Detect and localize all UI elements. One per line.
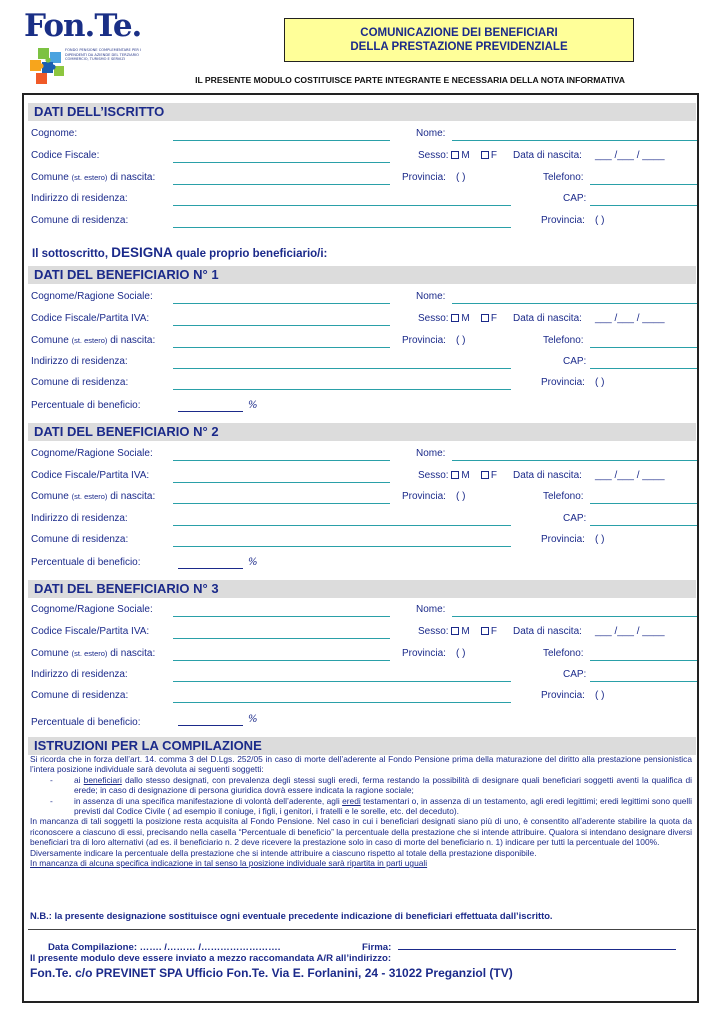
ben3-cf-label: Codice Fiscale/Partita IVA:	[31, 626, 150, 637]
ben3-sesso-f-checkbox[interactable]	[481, 627, 489, 635]
ben3-indirizzo-field[interactable]	[173, 681, 511, 682]
sesso-f-label: F	[490, 470, 497, 481]
ben1-percentuale-field[interactable]	[178, 411, 243, 412]
ben1-sesso-m-checkbox[interactable]	[451, 314, 459, 322]
iscritto-nome-field[interactable]	[452, 140, 697, 141]
ben1-provincia-res-field[interactable]: ( )	[595, 377, 605, 388]
form-subtitle: IL PRESENTE MODULO COSTITUISCE PARTE INTEGRANTE E NECESSARIA DELLA NOTA INFORMATIVA	[195, 75, 625, 85]
ben2-cap-label: CAP:	[563, 513, 587, 524]
ben1-cap-label: CAP:	[563, 356, 587, 367]
ben2-indirizzo-label: Indirizzo di residenza:	[31, 513, 128, 524]
ben2-comune-res-label: Comune di residenza:	[31, 534, 129, 545]
ben2-cognome-field[interactable]	[173, 460, 390, 461]
ben1-nome-field[interactable]	[452, 303, 697, 304]
istruzioni-text	[30, 754, 692, 868]
logo-subtext: FONDO PENSIONE COMPLEMENTARE PER I DIPENDENTI DA AZIENDE DEL TERZIARIO COMMERCIO, TURISMO E SERVIZI	[65, 48, 142, 62]
designa-pre: Il sottoscritto,	[32, 248, 109, 260]
ben1-provincia-field[interactable]: ( )	[456, 335, 466, 346]
iscritto-cf-field[interactable]	[173, 162, 390, 163]
ben2-provincia-label: Provincia:	[402, 491, 446, 502]
section-beneficiario-3-heading: DATI DEL BENEFICIARIO N° 3	[28, 580, 696, 598]
istruzioni-bullet-2: - in assenza di una specifica manifestazione di volontà dell’aderente, agli eredi testamentari o, in assenza di un testamento, agli eredi legittimi; eredi legittimi sono quelli previsti dal Codice Civile ( ad esempio il coniuge, i figli, i genitori, i fratelli e le sorelle, etc. del deceduto).	[50, 795, 692, 817]
ben2-cf-field[interactable]	[173, 482, 390, 483]
ben3-comune-nascita-field[interactable]	[173, 660, 390, 661]
ben3-provincia-label: Provincia:	[402, 648, 446, 659]
ben2-telefono-field[interactable]	[590, 503, 697, 504]
ben3-provincia-res-field[interactable]: ( )	[595, 690, 605, 701]
ben3-percentuale-field[interactable]	[178, 725, 243, 726]
sesso-label: Sesso:	[418, 626, 449, 637]
comune-pre: Comune	[31, 491, 69, 502]
ben3-cf-field[interactable]	[173, 638, 390, 639]
ben1-indirizzo-label: Indirizzo di residenza:	[31, 356, 128, 367]
invio-address: Fon.Te. c/o PREVINET SPA Ufficio Fon.Te. Via E. Forlanini, 24 - 31022 Preganziol (TV)	[30, 966, 513, 980]
ben1-data-nascita-label: Data di nascita:	[513, 313, 582, 324]
ben2-cap-field[interactable]	[590, 525, 697, 526]
iscritto-indirizzo-label: Indirizzo di residenza:	[31, 193, 128, 204]
firma-label: Firma:	[362, 942, 392, 953]
ben3-comune-nascita-label	[31, 648, 155, 659]
section-istruzioni-heading: ISTRUZIONI PER LA COMPILAZIONE	[28, 737, 696, 755]
designa-big: DESIGNA	[111, 245, 173, 260]
invio-instructions: Il presente modulo deve essere inviato a mezzo raccomandata A/R all’indirizzo:	[30, 953, 392, 964]
ben3-comune-res-label: Comune di residenza:	[31, 690, 129, 701]
ben3-sesso	[418, 626, 497, 637]
logo-text: Fon.Te.	[24, 8, 142, 44]
iscritto-provincia-res-label: Provincia:	[541, 215, 585, 226]
ben1-cf-label: Codice Fiscale/Partita IVA:	[31, 313, 150, 324]
sesso-f-label: F	[490, 150, 497, 161]
ben3-cognome-field[interactable]	[173, 616, 390, 617]
iscritto-comune-nascita-field[interactable]	[173, 184, 390, 185]
ben1-percent-sign: %	[248, 400, 258, 411]
ben3-provincia-field[interactable]: ( )	[456, 648, 466, 659]
istruzioni-p4: In mancanza di alcuna specifica indicazione in tal senso la posizione individuale sarà ripartita in parti uguali	[30, 858, 428, 869]
section-iscritto-heading: DATI DELL’ISCRITTO	[28, 103, 696, 121]
comune-post: di nascita:	[110, 491, 156, 502]
fonte-logo	[24, 8, 142, 82]
ben2-nome-label: Nome:	[416, 448, 446, 459]
b1-underline: beneficiari	[83, 774, 122, 785]
ben1-sesso-f-checkbox[interactable]	[481, 314, 489, 322]
ben2-provincia-res-label: Provincia:	[541, 534, 585, 545]
title-line-2: DELLA PRESTAZIONE PREVIDENZIALE	[350, 41, 568, 53]
iscritto-comune-nascita-label	[31, 172, 155, 183]
ben3-nome-label: Nome:	[416, 604, 446, 615]
ben2-nome-field[interactable]	[452, 460, 697, 461]
b2-underline: eredi	[342, 795, 361, 806]
ben3-comune-res-field[interactable]	[173, 702, 511, 703]
ben2-cognome-label: Cognome/Ragione Sociale:	[31, 448, 153, 459]
ben2-comune-nascita-label	[31, 491, 155, 502]
ben3-telefono-field[interactable]	[590, 660, 697, 661]
comune-post: di nascita:	[110, 172, 156, 183]
ben1-telefono-field[interactable]	[590, 347, 697, 348]
iscritto-provincia-field[interactable]: ( )	[456, 172, 466, 183]
puzzle-logo-icon	[28, 46, 68, 86]
ben1-telefono-label: Telefono:	[543, 335, 584, 346]
sesso-label: Sesso:	[418, 150, 449, 161]
ben1-cognome-label: Cognome/Ragione Sociale:	[31, 291, 153, 302]
comune-small: (st. estero)	[71, 173, 108, 182]
ben1-cognome-field[interactable]	[173, 303, 390, 304]
ben2-provincia-field[interactable]: ( )	[456, 491, 466, 502]
ben3-percent-sign: %	[248, 714, 258, 725]
iscritto-data-nascita-label: Data di nascita:	[513, 150, 582, 161]
iscritto-nome-label: Nome:	[416, 128, 446, 139]
ben1-comune-nascita-field[interactable]	[173, 347, 390, 348]
ben1-nome-label: Nome:	[416, 291, 446, 302]
comune-pre: Comune	[31, 172, 69, 183]
ben2-sesso	[418, 470, 497, 481]
iscritto-cognome-field[interactable]	[173, 140, 390, 141]
ben2-data-nascita-field[interactable]: ___ /___ / ____	[595, 470, 665, 481]
comune-post: di nascita:	[110, 648, 156, 659]
ben2-comune-nascita-field[interactable]	[173, 503, 390, 504]
section-beneficiario-1-heading: DATI DEL BENEFICIARIO N° 1	[28, 266, 696, 284]
comune-pre: Comune	[31, 648, 69, 659]
sesso-m-checkbox[interactable]	[451, 151, 459, 159]
ben3-indirizzo-label: Indirizzo di residenza:	[31, 669, 128, 680]
section-beneficiario-2-heading: DATI DEL BENEFICIARIO N° 2	[28, 423, 696, 441]
b2-pre: in assenza di una specifica manifestazione di volontà dell’aderente, agli	[74, 795, 340, 806]
iscritto-comune-res-field[interactable]	[173, 227, 511, 228]
ben1-provincia-res-label: Provincia:	[541, 377, 585, 388]
ben2-data-nascita-label: Data di nascita:	[513, 470, 582, 481]
designa-post: quale proprio beneficiario/i:	[175, 248, 328, 260]
ben3-provincia-res-label: Provincia:	[541, 690, 585, 701]
comune-pre: Comune	[31, 335, 69, 346]
title-line-1: COMUNICAZIONE DEI BENEFICIARI	[360, 27, 558, 39]
nota-bene: N.B.: la presente designazione sostituisce ogni eventuale precedente indicazione di beneficiari effettuata dall’iscritto.	[30, 910, 553, 921]
b2-post: testamentari o, in assenza di un testamento, agli eredi legittimi; eredi legittimi sono quelli previsti dal Codice Civile ( ad esempio il coniuge, i figli, i genitori, i fratelli e le sorelle, etc. del deceduto).	[74, 795, 692, 817]
iscritto-data-nascita-field[interactable]: ___ /___ / ____	[595, 150, 665, 161]
comune-small: (st. estero)	[71, 492, 108, 501]
ben2-comune-res-field[interactable]	[173, 546, 511, 547]
ben2-percentuale-field[interactable]	[178, 568, 243, 569]
iscritto-cap-label: CAP:	[563, 193, 587, 204]
iscritto-provincia-res-field[interactable]: ( )	[595, 215, 605, 226]
ben2-indirizzo-field[interactable]	[173, 525, 511, 526]
ben2-percent-sign: %	[248, 557, 258, 568]
ben1-data-nascita-field[interactable]: ___ /___ / ____	[595, 313, 665, 324]
iscritto-provincia-label: Provincia:	[402, 172, 446, 183]
sesso-f-label: F	[490, 313, 497, 324]
ben3-data-nascita-field[interactable]: ___ /___ / ____	[595, 626, 665, 637]
ben3-data-nascita-label: Data di nascita:	[513, 626, 582, 637]
ben3-cap-label: CAP:	[563, 669, 587, 680]
iscritto-comune-res-label: Comune di residenza:	[31, 215, 129, 226]
ben3-sesso-m-checkbox[interactable]	[451, 627, 459, 635]
ben1-cf-field[interactable]	[173, 325, 390, 326]
comune-small: (st. estero)	[71, 649, 108, 658]
footer-divider	[28, 929, 696, 930]
sesso-f-checkbox[interactable]	[481, 151, 489, 159]
iscritto-indirizzo-field[interactable]	[173, 205, 511, 206]
ben2-percentuale-label: Percentuale di beneficio:	[31, 557, 141, 568]
b1-pre: ai	[74, 774, 81, 785]
designa-statement	[32, 245, 327, 260]
istruzioni-p2: In mancanza di tali soggetti la posizione resta acquisita al Fondo Pensione. Nel caso in cui i beneficiari designati siano più di uno, è consentito all’aderente stabilire la quota da riconoscere a ciascuno di essi, precisando nella casella “Percentuale di beneficio” la percentuale della prestazione che si intende attribuire. Qualora si intendano designare diversi beneficiari tra di loro alternativi (ad es. il beneficiario n. 2 deve ricevere la prestazione solo in caso di morte del beneficiario n. 1) indicare per tutti la percentuale del 100%.	[30, 816, 692, 848]
iscritto-telefono-field[interactable]	[590, 184, 697, 185]
sesso-label: Sesso:	[418, 470, 449, 481]
sesso-m-label: M	[461, 626, 470, 637]
ben3-cognome-label: Cognome/Ragione Sociale:	[31, 604, 153, 615]
iscritto-cap-field[interactable]	[590, 205, 697, 206]
ben1-comune-nascita-label	[31, 335, 155, 346]
ben2-provincia-res-field[interactable]: ( )	[595, 534, 605, 545]
sesso-m-label: M	[461, 470, 470, 481]
istruzioni-bullet-1: - ai beneficiari dallo stesso designati, con prevalenza degli stessi sugli eredi, ferma restando la possibilità di designare quali beneficiari soggetti aventi la qualifica di erede; in caso di designazione di persona giuridica dovrà essere indicata la ragione sociale;	[50, 774, 692, 796]
ben1-indirizzo-field[interactable]	[173, 368, 511, 369]
ben1-provincia-label: Provincia:	[402, 335, 446, 346]
firma-field[interactable]	[398, 949, 676, 950]
sesso-f-label: F	[490, 626, 497, 637]
sesso-m-label: M	[461, 150, 470, 161]
iscritto-cognome-label: Cognome:	[31, 128, 78, 139]
istruzioni-p1: Si ricorda che in forza dell’art. 14. comma 3 del D.Lgs. 252/05 in caso di morte dell’aderente al Fondo Pensione prima della maturazione del diritto alla prestazione pensionistica l’intera posizione individuale sarà devoluta ai seguenti soggetti:	[30, 754, 692, 775]
b1-post: dallo stesso designati, con prevalenza degli stessi sugli eredi, ferma restando la possibilità di designare quali beneficiari soggetti aventi la qualifica di erede; in caso di designazione di persona giuridica dovrà essere indicata la ragione sociale;	[74, 774, 692, 796]
ben3-percentuale-label: Percentuale di beneficio:	[31, 717, 141, 728]
comune-small: (st. estero)	[71, 336, 108, 345]
ben2-sesso-m-checkbox[interactable]	[451, 471, 459, 479]
ben2-telefono-label: Telefono:	[543, 491, 584, 502]
ben1-comune-res-label: Comune di residenza:	[31, 377, 129, 388]
ben1-percentuale-label: Percentuale di beneficio:	[31, 400, 141, 411]
ben1-cap-field[interactable]	[590, 368, 697, 369]
ben2-cf-label: Codice Fiscale/Partita IVA:	[31, 470, 150, 481]
ben3-telefono-label: Telefono:	[543, 648, 584, 659]
ben2-sesso-f-checkbox[interactable]	[481, 471, 489, 479]
sesso-m-label: M	[461, 313, 470, 324]
ben3-cap-field[interactable]	[590, 681, 697, 682]
data-compilazione-field[interactable]: Data Compilazione: ……. /……… /…………………….	[48, 942, 281, 953]
ben3-nome-field[interactable]	[452, 616, 697, 617]
comune-post: di nascita:	[110, 335, 156, 346]
form-title	[284, 18, 634, 62]
sesso-label: Sesso:	[418, 313, 449, 324]
istruzioni-p3: Diversamente indicare la percentuale della prestazione che si intende attribuire a ciascuno rispetto al totale della prestazione disponibile.	[30, 847, 537, 858]
iscritto-sesso	[418, 150, 497, 161]
iscritto-cf-label: Codice Fiscale:	[31, 150, 100, 161]
ben1-sesso	[418, 313, 497, 324]
ben1-comune-res-field[interactable]	[173, 389, 511, 390]
iscritto-telefono-label: Telefono:	[543, 172, 584, 183]
